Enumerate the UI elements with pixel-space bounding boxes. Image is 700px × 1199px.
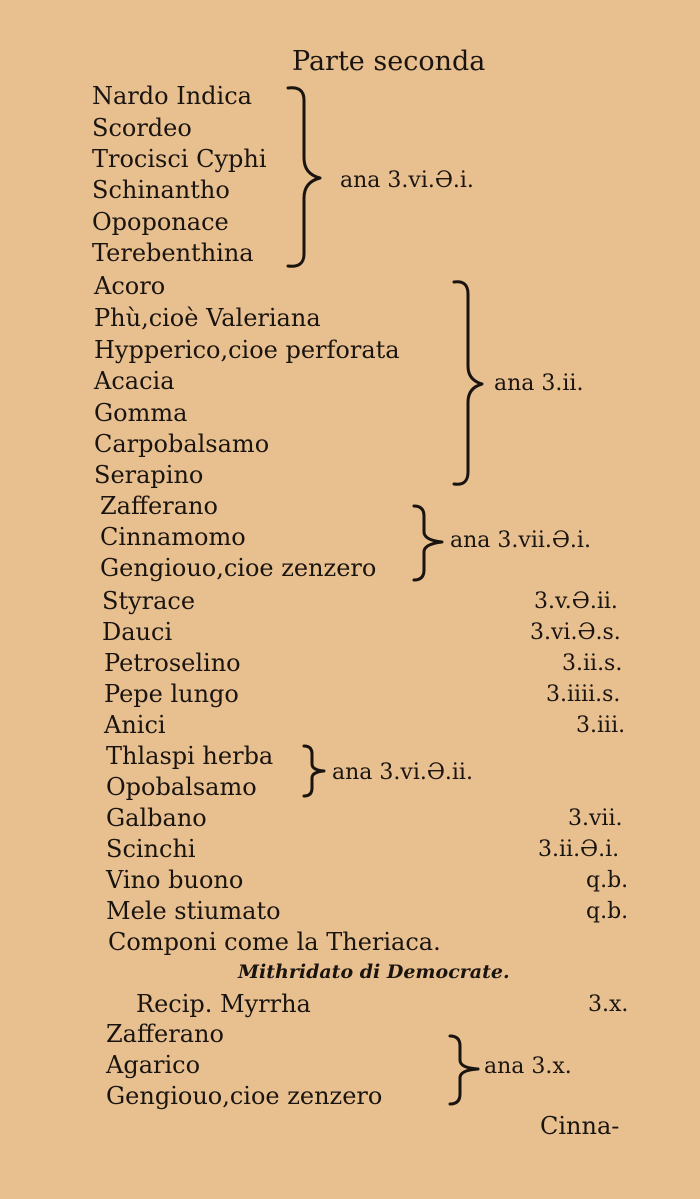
ingredient: Acoro xyxy=(94,272,166,300)
ingredient: Gengiouo,cioe zenzero xyxy=(106,1082,383,1110)
grouping-brace xyxy=(410,502,450,584)
ingredient: Serapino xyxy=(94,461,204,489)
ingredient: Zafferano xyxy=(100,492,218,520)
ingredient: Scordeo xyxy=(92,114,192,142)
ingredient: Opoponace xyxy=(92,208,229,236)
ingredient: Gomma xyxy=(94,399,188,427)
ingredient: Recip. Myrrha xyxy=(136,990,311,1018)
quantity: ana 3.vi.Ə.i. xyxy=(340,168,474,193)
ingredient: Opobalsamo xyxy=(106,773,257,801)
ingredient: Dauci xyxy=(102,618,173,646)
ingredient: Scinchi xyxy=(106,835,196,863)
ingredient: Nardo Indica xyxy=(92,82,252,110)
grouping-brace xyxy=(300,742,330,800)
quantity: ana 3.vi.Ə.ii. xyxy=(332,760,473,785)
quantity: 3.iii. xyxy=(576,713,626,738)
grouping-brace xyxy=(286,84,338,270)
quantity: ana 3.vii.Ə.i. xyxy=(450,528,591,553)
ingredient: Zafferano xyxy=(106,1020,224,1048)
quantity: ana 3.ii. xyxy=(494,371,584,396)
quantity: 3.ii.Ə.i. xyxy=(538,837,620,862)
ingredient: Thlaspi herba xyxy=(106,742,274,770)
quantity: q.b. xyxy=(586,868,629,893)
catchword: Cinna- xyxy=(540,1112,620,1140)
ingredient: Styrace xyxy=(102,587,196,615)
running-header: Parte seconda xyxy=(292,46,486,77)
ingredient: Carpobalsamo xyxy=(94,430,270,458)
ingredient: Gengiouo,cioe zenzero xyxy=(100,554,377,582)
ingredient: Pepe lungo xyxy=(104,680,239,708)
quantity: q.b. xyxy=(586,899,629,924)
grouping-brace xyxy=(446,1032,486,1108)
quantity: 3.ii.s. xyxy=(562,651,623,676)
quantity: 3.v.Ə.ii. xyxy=(534,589,618,614)
ingredient: Hypperico,cioe perforata xyxy=(94,336,400,364)
ingredient: Vino buono xyxy=(106,866,244,894)
quantity: 3.x. xyxy=(588,992,629,1017)
quantity: 3.iiii.s. xyxy=(546,682,621,707)
ingredient: Anici xyxy=(104,711,166,739)
ingredient: Cinnamomo xyxy=(100,523,246,551)
grouping-brace xyxy=(450,276,498,490)
ingredient: Schinantho xyxy=(92,176,230,204)
ingredient: Phù,cioè Valeriana xyxy=(94,304,321,332)
ingredient: Mele stiumato xyxy=(106,897,281,925)
ingredient: Agarico xyxy=(106,1051,201,1079)
ingredient: Galbano xyxy=(106,804,207,832)
ingredient: Acacia xyxy=(94,367,175,395)
ingredient: Trocisci Cyphi xyxy=(92,145,267,173)
quantity: ana 3.x. xyxy=(484,1054,572,1079)
quantity: 3.vii. xyxy=(568,806,623,831)
instruction: Componi come la Theriaca. xyxy=(108,928,441,956)
ingredient: Petroselino xyxy=(104,649,241,677)
quantity: 3.vi.Ə.s. xyxy=(530,620,621,645)
recipe-heading: Mithridato di Democrate. xyxy=(238,961,510,983)
ingredient: Terebenthina xyxy=(92,239,254,267)
